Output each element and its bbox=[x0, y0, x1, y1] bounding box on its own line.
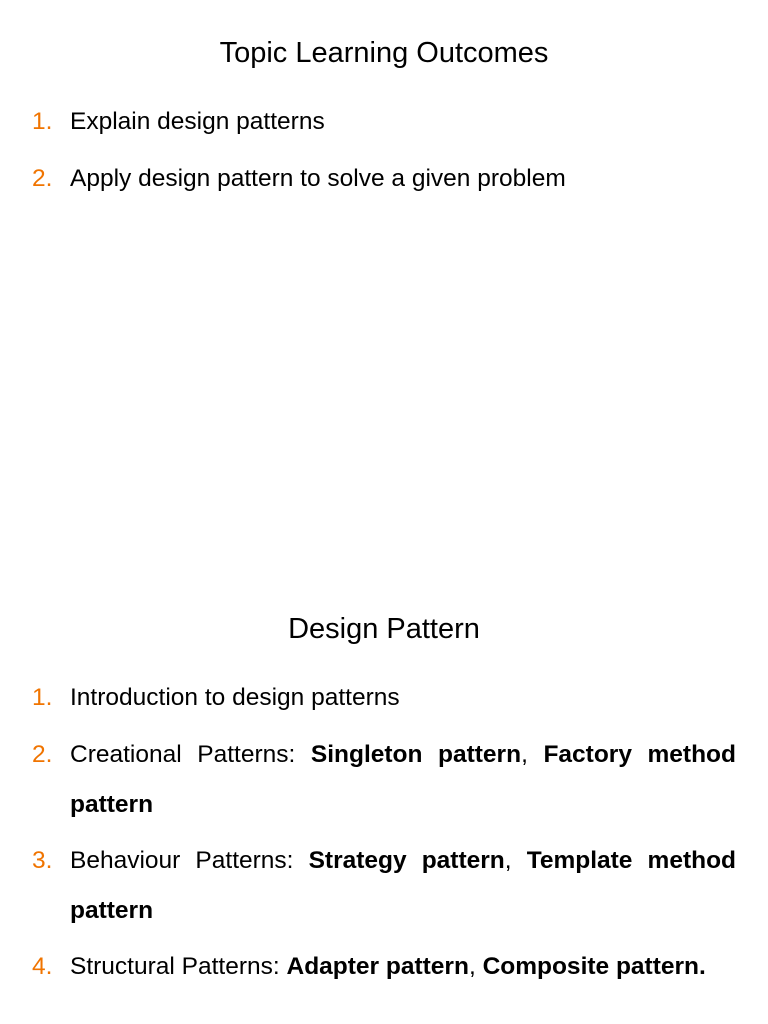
separator: , bbox=[504, 847, 527, 874]
list-item-text bbox=[70, 836, 736, 936]
page-title: Topic Learning Outcomes bbox=[219, 37, 549, 69]
pattern-name: Adapter pattern bbox=[286, 953, 469, 980]
pattern-name: Factory method pattern bbox=[70, 741, 736, 818]
list-number: 1. bbox=[32, 684, 53, 711]
section-title: Design Pattern bbox=[288, 613, 480, 645]
pattern-name: Composite pattern. bbox=[482, 953, 706, 980]
list-item-text bbox=[70, 942, 736, 992]
pattern-name: Singleton pattern bbox=[310, 741, 522, 768]
list-item-text: Apply design pattern to solve a given problem bbox=[70, 165, 566, 192]
list-number: 3. bbox=[32, 847, 53, 874]
separator: , bbox=[468, 953, 483, 980]
pattern-name: Strategy pattern bbox=[308, 847, 505, 874]
pattern-category: Creational Patterns: bbox=[70, 741, 311, 768]
list-number: 1. bbox=[32, 108, 53, 135]
list-item-text: Explain design patterns bbox=[70, 108, 325, 135]
list-number: 2. bbox=[32, 741, 53, 768]
separator: , bbox=[521, 741, 544, 768]
pattern-name: Template method pattern bbox=[70, 847, 736, 924]
pattern-category: Structural Patterns: bbox=[70, 953, 287, 980]
list-item-text bbox=[70, 730, 736, 830]
pattern-category: Behaviour Patterns: bbox=[70, 847, 309, 874]
list-number: 4. bbox=[32, 953, 53, 980]
list-item-text: Introduction to design patterns bbox=[70, 684, 400, 711]
list-number: 2. bbox=[32, 165, 53, 192]
